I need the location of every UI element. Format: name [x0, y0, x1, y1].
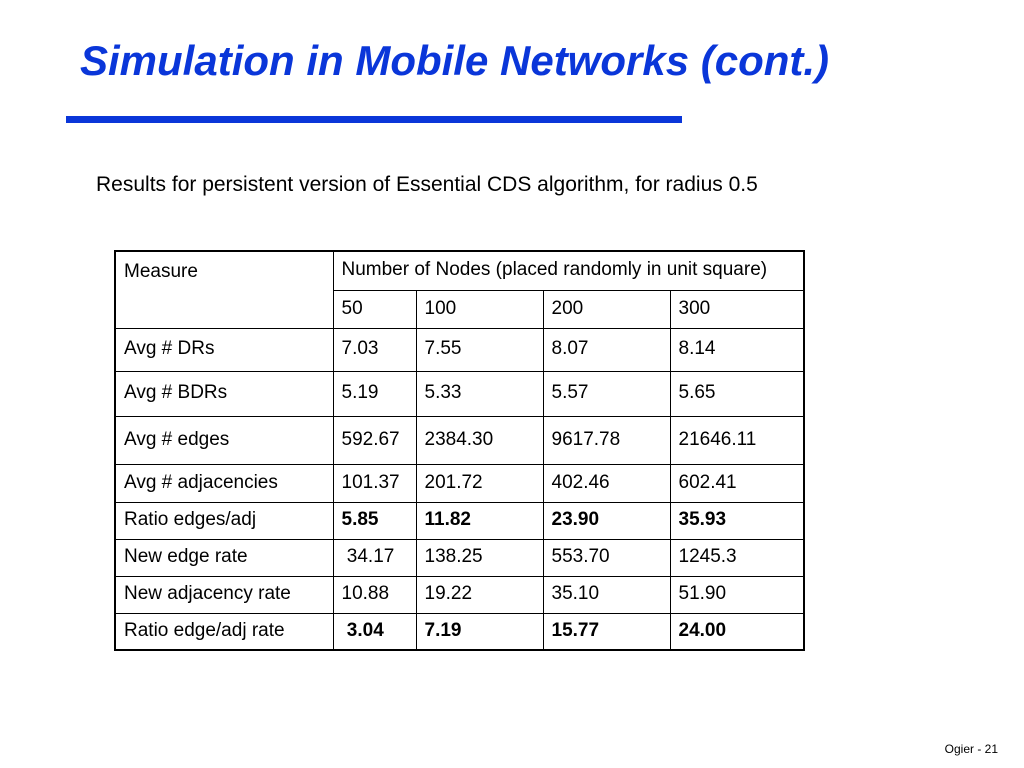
cell-value: 5.33 [416, 371, 543, 416]
cell-value: 402.46 [543, 464, 670, 502]
cell-value: 7.19 [416, 613, 543, 650]
table-row [115, 328, 804, 371]
slide-subtitle: Results for persistent version of Essential CDS algorithm, for radius 0.5 [96, 173, 758, 196]
node-count: 100 [416, 290, 543, 328]
cell-value: 5.57 [543, 371, 670, 416]
cell-value: 7.03 [333, 328, 416, 371]
cell-value: 19.22 [416, 576, 543, 613]
node-count: 300 [670, 290, 804, 328]
cell-value: 602.41 [670, 464, 804, 502]
table-header-row [115, 251, 804, 290]
cell-value: 5.65 [670, 371, 804, 416]
table-row [115, 502, 804, 539]
cell-value: 5.85 [333, 502, 416, 539]
cell-value: 592.67 [333, 416, 416, 464]
cell-value: 11.82 [416, 502, 543, 539]
cell-value: 2384.30 [416, 416, 543, 464]
cell-value: 8.07 [543, 328, 670, 371]
cell-value: 138.25 [416, 539, 543, 576]
cell-value: 24.00 [670, 613, 804, 650]
row-label: New edge rate [115, 539, 333, 576]
row-label: Avg # BDRs [115, 371, 333, 416]
cell-value: 23.90 [543, 502, 670, 539]
slide-footer: Ogier - 21 [944, 742, 998, 756]
slide-title: Simulation in Mobile Networks (cont.) [80, 37, 830, 84]
table-row [115, 576, 804, 613]
row-label: Avg # DRs [115, 328, 333, 371]
table-row [115, 539, 804, 576]
row-label: Ratio edge/adj rate [115, 613, 333, 650]
cell-value: 9617.78 [543, 416, 670, 464]
cell-value: 101.37 [333, 464, 416, 502]
row-label: Avg # adjacencies [115, 464, 333, 502]
table-row [115, 613, 804, 650]
cell-value: 201.72 [416, 464, 543, 502]
node-count: 50 [333, 290, 416, 328]
row-label: Ratio edges/adj [115, 502, 333, 539]
cell-value: 51.90 [670, 576, 804, 613]
cell-value: 35.93 [670, 502, 804, 539]
node-count: 200 [543, 290, 670, 328]
title-underline [66, 116, 682, 123]
cell-value: 5.19 [333, 371, 416, 416]
table-row [115, 416, 804, 464]
cell-value: 1245.3 [670, 539, 804, 576]
table-row [115, 464, 804, 502]
nodes-header: Number of Nodes (placed randomly in unit square) [333, 251, 804, 290]
cell-value: 10.88 [333, 576, 416, 613]
results-table [114, 250, 805, 651]
cell-value: 15.77 [543, 613, 670, 650]
measure-header: Measure [115, 251, 333, 328]
cell-value: 21646.11 [670, 416, 804, 464]
cell-value: 8.14 [670, 328, 804, 371]
cell-value: 7.55 [416, 328, 543, 371]
row-label: Avg # edges [115, 416, 333, 464]
cell-value: 553.70 [543, 539, 670, 576]
table-row [115, 371, 804, 416]
cell-value: 3.04 [333, 613, 416, 650]
cell-value: 34.17 [333, 539, 416, 576]
row-label: New adjacency rate [115, 576, 333, 613]
cell-value: 35.10 [543, 576, 670, 613]
